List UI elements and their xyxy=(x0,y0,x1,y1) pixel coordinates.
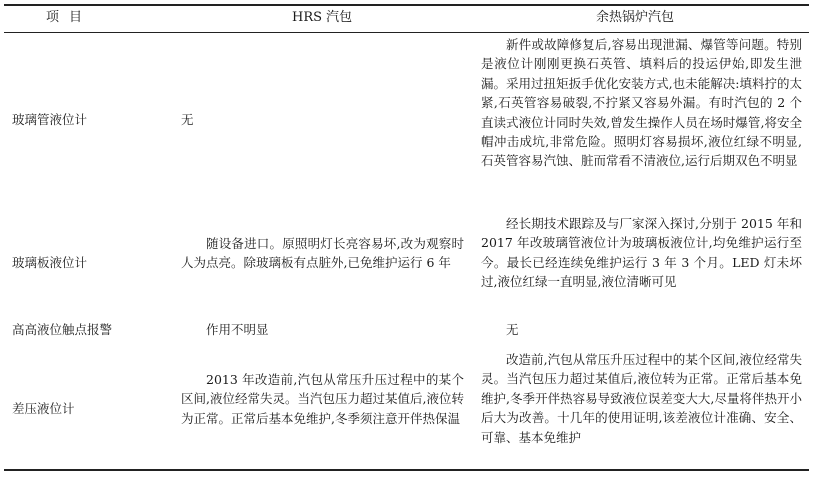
row-4-hrs: 2013 年改造前,汽包从常压升压过程中的某个区间,液位经常失灵。当汽包压力超过某值后,液位转为正常。正常后基本免维护,冬季须注意开伴热保温 xyxy=(181,372,464,426)
row-2-waste-heat: 经长期技术跟踪及与厂家深入探讨,分别于 2015 年和 2017 年改玻璃管液位计为玻璃板液位计,均免维护运行至今。最长已经连续免维护运行 3 年 3 个月。LED 灯未坏过,液位红绿一直明显,液位清晰可见 xyxy=(481,216,802,290)
table-top-rule xyxy=(4,4,809,6)
header-hrs-drum: HRS 汽包 xyxy=(292,10,353,25)
row-1-waste-heat: 新件或故障修复后,容易出现泄漏、爆管等问题。特别是液位计刚刚更换石英管、填料后的投运伊始,即发生泄漏。采用过扭矩扳手优化安装方式,也未能解决:填料拧的太紧,石英管容易破裂,不拧紧又容易外漏。有时汽包的 2 个直读式液位计同时失效,曾发生操作人员在场时爆管,将安全帽冲击成坑,非常危险。照明灯容易损坏,液位红绿不明显,石英管容易汽蚀、脏而常看不清液位,运行后期双色不明显 xyxy=(481,37,802,169)
row-2-hrs: 随设备进口。原照明灯长亮容易坏,改为观察时人为点亮。除玻璃板有点脏外,已免维护运行 6 年 xyxy=(181,236,464,271)
row-1-hrs: 无 xyxy=(181,112,194,127)
table-header-rule xyxy=(4,32,809,33)
row-1-item: 玻璃管液位计 xyxy=(12,112,88,127)
row-3-waste-heat: 无 xyxy=(506,322,519,337)
header-waste-heat-boiler-drum: 余热锅炉汽包 xyxy=(596,10,675,25)
table-bottom-rule xyxy=(4,469,809,471)
row-3-item: 高高液位触点报警 xyxy=(12,322,113,337)
row-4-waste-heat: 改造前,汽包从常压升压过程中的某个区间,液位经常失灵。当汽包压力超过某值后,液位转为正常。正常后基本免维护,冬季开伴热容易导致液位误差变大大,尽量将伴热开小后大为改善。十几年的使用证明,该差液位计准确、安全、可靠、基本免维护 xyxy=(481,352,802,445)
row-3-hrs: 作用不明显 xyxy=(206,322,269,337)
header-item: 项目 xyxy=(46,10,93,25)
row-4-item: 差压液位计 xyxy=(12,401,75,416)
row-2-item: 玻璃板液位计 xyxy=(12,255,88,270)
